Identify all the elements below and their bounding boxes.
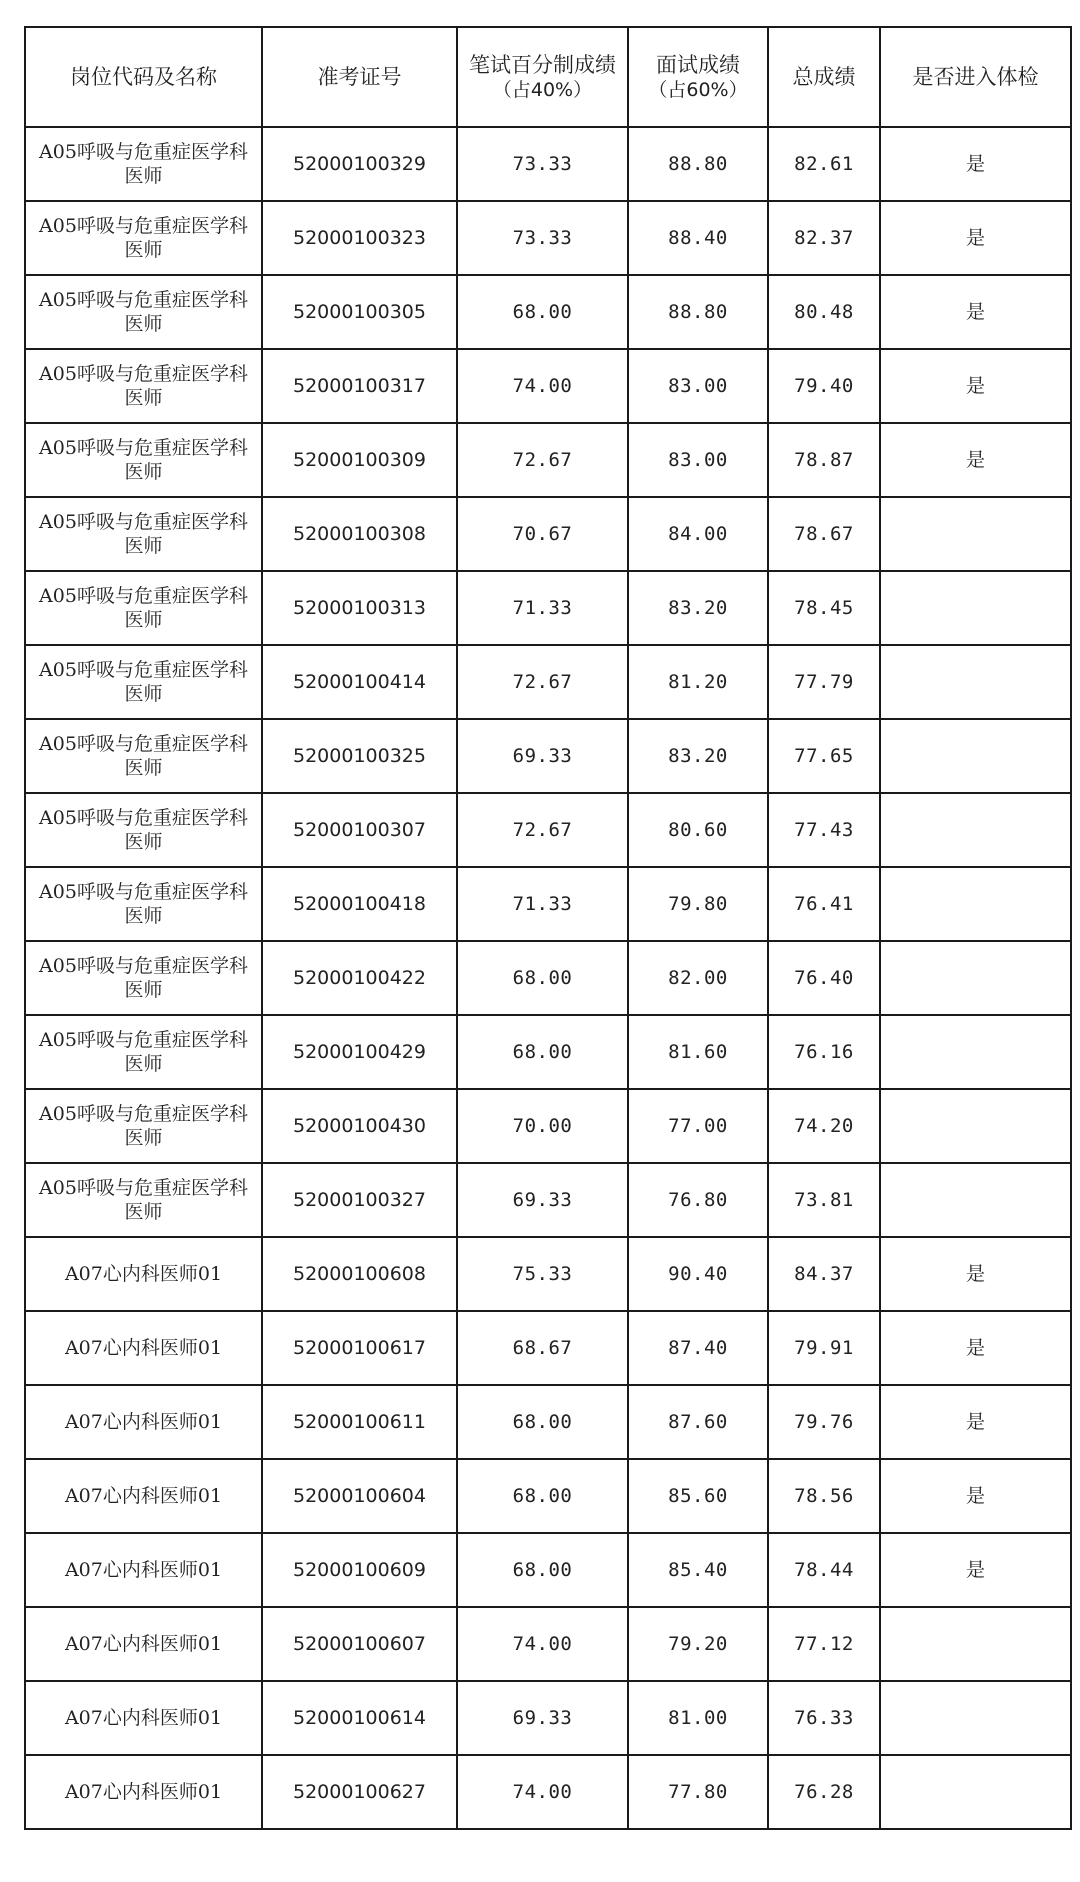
cell-post: A05呼吸与危重症医学科医师 xyxy=(25,571,262,645)
cell-written-score: 68.00 xyxy=(457,1459,628,1533)
cell-written-score: 73.33 xyxy=(457,127,628,201)
cell-ticket-number: 52000100313 xyxy=(262,571,457,645)
table-row xyxy=(25,1311,1071,1385)
cell-written-score: 71.33 xyxy=(457,571,628,645)
cell-total-score: 84.37 xyxy=(768,1237,880,1311)
cell-total-score: 76.28 xyxy=(768,1755,880,1829)
cell-interview-score: 85.40 xyxy=(628,1533,768,1607)
table-row xyxy=(25,1385,1071,1459)
table-row xyxy=(25,1089,1071,1163)
table-row xyxy=(25,571,1071,645)
header-ticket: 准考证号 xyxy=(262,27,457,127)
cell-written-score: 68.00 xyxy=(457,1385,628,1459)
cell-ticket-number: 52000100430 xyxy=(262,1089,457,1163)
cell-post: A07心内科医师01 xyxy=(25,1607,262,1681)
cell-physical-exam xyxy=(880,1163,1071,1237)
cell-written-score: 72.67 xyxy=(457,793,628,867)
table-row xyxy=(25,1533,1071,1607)
cell-interview-score: 87.60 xyxy=(628,1385,768,1459)
cell-total-score: 77.79 xyxy=(768,645,880,719)
cell-ticket-number: 52000100611 xyxy=(262,1385,457,1459)
cell-total-score: 82.61 xyxy=(768,127,880,201)
cell-interview-score: 83.20 xyxy=(628,571,768,645)
cell-ticket-number: 52000100327 xyxy=(262,1163,457,1237)
cell-physical-exam xyxy=(880,1089,1071,1163)
cell-interview-score: 87.40 xyxy=(628,1311,768,1385)
cell-interview-score: 83.00 xyxy=(628,349,768,423)
cell-total-score: 76.16 xyxy=(768,1015,880,1089)
cell-post: A07心内科医师01 xyxy=(25,1755,262,1829)
cell-ticket-number: 52000100609 xyxy=(262,1533,457,1607)
header-total-score: 总成绩 xyxy=(768,27,880,127)
table-row xyxy=(25,423,1071,497)
cell-interview-score: 90.40 xyxy=(628,1237,768,1311)
table-body xyxy=(25,127,1071,1829)
cell-interview-score: 77.00 xyxy=(628,1089,768,1163)
table-row xyxy=(25,275,1071,349)
table-row xyxy=(25,1681,1071,1755)
table-row xyxy=(25,1237,1071,1311)
cell-physical-exam xyxy=(880,867,1071,941)
cell-post: A07心内科医师01 xyxy=(25,1459,262,1533)
cell-physical-exam xyxy=(880,719,1071,793)
cell-interview-score: 77.80 xyxy=(628,1755,768,1829)
cell-written-score: 74.00 xyxy=(457,1607,628,1681)
cell-post: A05呼吸与危重症医学科医师 xyxy=(25,201,262,275)
cell-written-score: 68.00 xyxy=(457,1533,628,1607)
cell-post: A05呼吸与危重症医学科医师 xyxy=(25,1015,262,1089)
cell-interview-score: 88.40 xyxy=(628,201,768,275)
cell-total-score: 79.40 xyxy=(768,349,880,423)
cell-ticket-number: 52000100329 xyxy=(262,127,457,201)
cell-post: A05呼吸与危重症医学科医师 xyxy=(25,275,262,349)
cell-post: A05呼吸与危重症医学科医师 xyxy=(25,423,262,497)
cell-physical-exam xyxy=(880,1755,1071,1829)
cell-total-score: 76.40 xyxy=(768,941,880,1015)
cell-written-score: 68.00 xyxy=(457,941,628,1015)
cell-ticket-number: 52000100305 xyxy=(262,275,457,349)
cell-post: A07心内科医师01 xyxy=(25,1681,262,1755)
cell-ticket-number: 52000100617 xyxy=(262,1311,457,1385)
cell-total-score: 78.67 xyxy=(768,497,880,571)
cell-interview-score: 82.00 xyxy=(628,941,768,1015)
cell-ticket-number: 52000100429 xyxy=(262,1015,457,1089)
cell-total-score: 78.44 xyxy=(768,1533,880,1607)
cell-written-score: 69.33 xyxy=(457,1163,628,1237)
table-row xyxy=(25,867,1071,941)
cell-written-score: 70.67 xyxy=(457,497,628,571)
cell-physical-exam: 是 xyxy=(880,275,1071,349)
cell-total-score: 78.87 xyxy=(768,423,880,497)
cell-ticket-number: 52000100607 xyxy=(262,1607,457,1681)
cell-written-score: 68.00 xyxy=(457,275,628,349)
table-row xyxy=(25,497,1071,571)
cell-total-score: 77.65 xyxy=(768,719,880,793)
table-row xyxy=(25,793,1071,867)
cell-interview-score: 79.80 xyxy=(628,867,768,941)
cell-written-score: 74.00 xyxy=(457,349,628,423)
cell-total-score: 79.76 xyxy=(768,1385,880,1459)
cell-interview-score: 88.80 xyxy=(628,127,768,201)
cell-written-score: 75.33 xyxy=(457,1237,628,1311)
cell-physical-exam: 是 xyxy=(880,423,1071,497)
table-row xyxy=(25,1459,1071,1533)
cell-interview-score: 83.00 xyxy=(628,423,768,497)
cell-ticket-number: 52000100307 xyxy=(262,793,457,867)
cell-interview-score: 81.60 xyxy=(628,1015,768,1089)
table-row xyxy=(25,1607,1071,1681)
cell-physical-exam: 是 xyxy=(880,349,1071,423)
header-row xyxy=(25,27,1071,127)
cell-post: A07心内科医师01 xyxy=(25,1237,262,1311)
table-row xyxy=(25,941,1071,1015)
score-table xyxy=(24,26,1072,1830)
cell-physical-exam: 是 xyxy=(880,1533,1071,1607)
cell-interview-score: 85.60 xyxy=(628,1459,768,1533)
cell-total-score: 80.48 xyxy=(768,275,880,349)
cell-physical-exam xyxy=(880,1607,1071,1681)
cell-interview-score: 84.00 xyxy=(628,497,768,571)
cell-total-score: 77.43 xyxy=(768,793,880,867)
header-physical-exam: 是否进入体检 xyxy=(880,27,1071,127)
cell-post: A05呼吸与危重症医学科医师 xyxy=(25,645,262,719)
cell-interview-score: 81.20 xyxy=(628,645,768,719)
cell-total-score: 77.12 xyxy=(768,1607,880,1681)
cell-written-score: 69.33 xyxy=(457,1681,628,1755)
cell-physical-exam: 是 xyxy=(880,1459,1071,1533)
cell-ticket-number: 52000100422 xyxy=(262,941,457,1015)
cell-post: A07心内科医师01 xyxy=(25,1385,262,1459)
cell-total-score: 79.91 xyxy=(768,1311,880,1385)
cell-post: A05呼吸与危重症医学科医师 xyxy=(25,1163,262,1237)
cell-total-score: 74.20 xyxy=(768,1089,880,1163)
cell-written-score: 72.67 xyxy=(457,423,628,497)
cell-ticket-number: 52000100414 xyxy=(262,645,457,719)
cell-post: A05呼吸与危重症医学科医师 xyxy=(25,719,262,793)
cell-physical-exam xyxy=(880,1015,1071,1089)
cell-written-score: 68.00 xyxy=(457,1015,628,1089)
cell-post: A05呼吸与危重症医学科医师 xyxy=(25,127,262,201)
cell-written-score: 73.33 xyxy=(457,201,628,275)
table-row xyxy=(25,1755,1071,1829)
cell-written-score: 69.33 xyxy=(457,719,628,793)
table-row xyxy=(25,127,1071,201)
cell-ticket-number: 52000100627 xyxy=(262,1755,457,1829)
cell-physical-exam xyxy=(880,793,1071,867)
table-row xyxy=(25,645,1071,719)
cell-post: A05呼吸与危重症医学科医师 xyxy=(25,867,262,941)
cell-post: A07心内科医师01 xyxy=(25,1533,262,1607)
cell-interview-score: 79.20 xyxy=(628,1607,768,1681)
header-interview-score: 面试成绩 （占60%） xyxy=(628,27,768,127)
cell-ticket-number: 52000100325 xyxy=(262,719,457,793)
cell-physical-exam xyxy=(880,645,1071,719)
cell-physical-exam xyxy=(880,497,1071,571)
cell-total-score: 78.45 xyxy=(768,571,880,645)
cell-physical-exam: 是 xyxy=(880,127,1071,201)
cell-written-score: 71.33 xyxy=(457,867,628,941)
header-written-score: 笔试百分制成绩 （占40%） xyxy=(457,27,628,127)
cell-physical-exam xyxy=(880,941,1071,1015)
header-post: 岗位代码及名称 xyxy=(25,27,262,127)
cell-physical-exam xyxy=(880,571,1071,645)
cell-total-score: 82.37 xyxy=(768,201,880,275)
cell-interview-score: 88.80 xyxy=(628,275,768,349)
cell-post: A05呼吸与危重症医学科医师 xyxy=(25,941,262,1015)
cell-ticket-number: 52000100317 xyxy=(262,349,457,423)
cell-total-score: 76.41 xyxy=(768,867,880,941)
cell-written-score: 68.67 xyxy=(457,1311,628,1385)
cell-interview-score: 81.00 xyxy=(628,1681,768,1755)
cell-ticket-number: 52000100323 xyxy=(262,201,457,275)
cell-post: A05呼吸与危重症医学科医师 xyxy=(25,349,262,423)
cell-physical-exam: 是 xyxy=(880,1385,1071,1459)
cell-physical-exam: 是 xyxy=(880,201,1071,275)
cell-interview-score: 76.80 xyxy=(628,1163,768,1237)
cell-interview-score: 80.60 xyxy=(628,793,768,867)
cell-physical-exam: 是 xyxy=(880,1311,1071,1385)
table-row xyxy=(25,349,1071,423)
cell-ticket-number: 52000100608 xyxy=(262,1237,457,1311)
table-row xyxy=(25,1015,1071,1089)
table-row xyxy=(25,1163,1071,1237)
table-row xyxy=(25,201,1071,275)
cell-ticket-number: 52000100309 xyxy=(262,423,457,497)
cell-post: A05呼吸与危重症医学科医师 xyxy=(25,497,262,571)
cell-interview-score: 83.20 xyxy=(628,719,768,793)
cell-ticket-number: 52000100604 xyxy=(262,1459,457,1533)
cell-ticket-number: 52000100418 xyxy=(262,867,457,941)
score-document xyxy=(24,26,1070,1830)
cell-written-score: 72.67 xyxy=(457,645,628,719)
cell-total-score: 78.56 xyxy=(768,1459,880,1533)
table-row xyxy=(25,719,1071,793)
cell-physical-exam: 是 xyxy=(880,1237,1071,1311)
cell-total-score: 76.33 xyxy=(768,1681,880,1755)
cell-written-score: 70.00 xyxy=(457,1089,628,1163)
cell-ticket-number: 52000100614 xyxy=(262,1681,457,1755)
cell-post: A05呼吸与危重症医学科医师 xyxy=(25,793,262,867)
cell-post: A07心内科医师01 xyxy=(25,1311,262,1385)
cell-physical-exam xyxy=(880,1681,1071,1755)
cell-total-score: 73.81 xyxy=(768,1163,880,1237)
cell-post: A05呼吸与危重症医学科医师 xyxy=(25,1089,262,1163)
cell-written-score: 74.00 xyxy=(457,1755,628,1829)
cell-ticket-number: 52000100308 xyxy=(262,497,457,571)
